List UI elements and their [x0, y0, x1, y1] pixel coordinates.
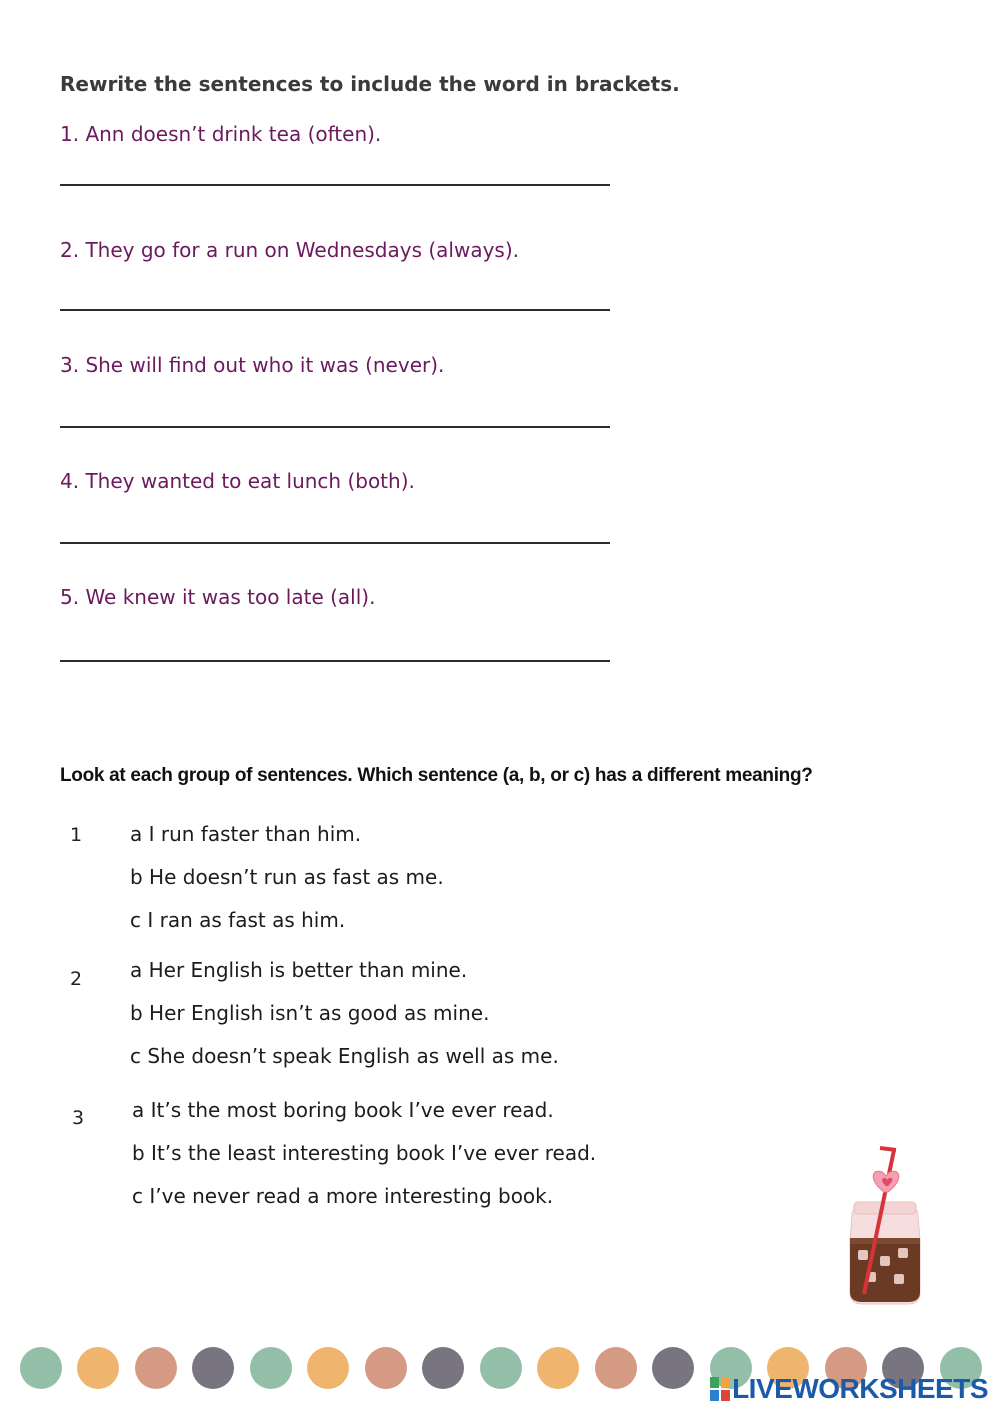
answer-line-4	[60, 542, 610, 544]
decor-dot	[422, 1347, 464, 1389]
answer-field-5[interactable]	[60, 619, 610, 659]
decor-dot	[77, 1347, 119, 1389]
iced-drink-jar-icon	[840, 1140, 930, 1310]
instruction-rewrite: Rewrite the sentences to include the word in brackets.	[60, 72, 680, 96]
liveworksheets-logo-icon	[710, 1377, 730, 1401]
decor-dot	[192, 1347, 234, 1389]
decor-dot	[307, 1347, 349, 1389]
answer-field-4[interactable]	[60, 501, 610, 541]
question-5: 5. We knew it was too late (all).	[60, 585, 376, 609]
group-3-option-c[interactable]: c I’ve never read a more interesting book.	[132, 1184, 554, 1208]
brand-name: LIVEWORKSHEETS	[732, 1373, 988, 1404]
decor-dot	[652, 1347, 694, 1389]
answer-line-1	[60, 184, 610, 186]
question-4: 4. They wanted to eat lunch (both).	[60, 469, 415, 493]
group-2-option-b[interactable]: b Her English isn’t as good as mine.	[130, 1001, 490, 1025]
answer-line-2	[60, 309, 610, 311]
group-1-option-c[interactable]: c I ran as fast as him.	[130, 908, 346, 932]
decor-dot	[480, 1347, 522, 1389]
decor-dot	[595, 1347, 637, 1389]
group-2-option-a[interactable]: a Her English is better than mine.	[130, 958, 468, 982]
answer-field-3[interactable]	[60, 385, 610, 425]
question-2: 2. They go for a run on Wednesdays (always).	[60, 238, 520, 262]
decor-dot	[365, 1347, 407, 1389]
decor-dot	[135, 1347, 177, 1389]
answer-field-1[interactable]	[60, 145, 610, 185]
answer-field-2[interactable]	[60, 268, 610, 308]
group-3-option-b[interactable]: b It’s the least interesting book I’ve ever read.	[132, 1141, 597, 1165]
group-number-3: 3	[72, 1107, 85, 1129]
group-number-1: 1	[70, 824, 83, 846]
question-3: 3. She will find out who it was (never).	[60, 353, 445, 377]
question-1: 1. Ann doesn’t drink tea (often).	[60, 122, 382, 146]
liveworksheets-logo	[710, 1373, 988, 1405]
group-1-option-b[interactable]: b He doesn’t run as fast as me.	[130, 865, 444, 889]
answer-line-3	[60, 426, 610, 428]
decor-dot	[250, 1347, 292, 1389]
group-number-2: 2	[70, 968, 83, 990]
group-1-option-a[interactable]: a I run faster than him.	[130, 822, 362, 846]
instruction-different-meaning: Look at each group of sentences. Which sentence (a, b, or c) has a different meaning?	[60, 765, 813, 786]
group-2-option-c[interactable]: c She doesn’t speak English as well as me.	[130, 1044, 559, 1068]
group-3-option-a[interactable]: a It’s the most boring book I’ve ever read.	[132, 1098, 554, 1122]
decor-dot	[20, 1347, 62, 1389]
decor-dot	[537, 1347, 579, 1389]
answer-line-5	[60, 660, 610, 662]
